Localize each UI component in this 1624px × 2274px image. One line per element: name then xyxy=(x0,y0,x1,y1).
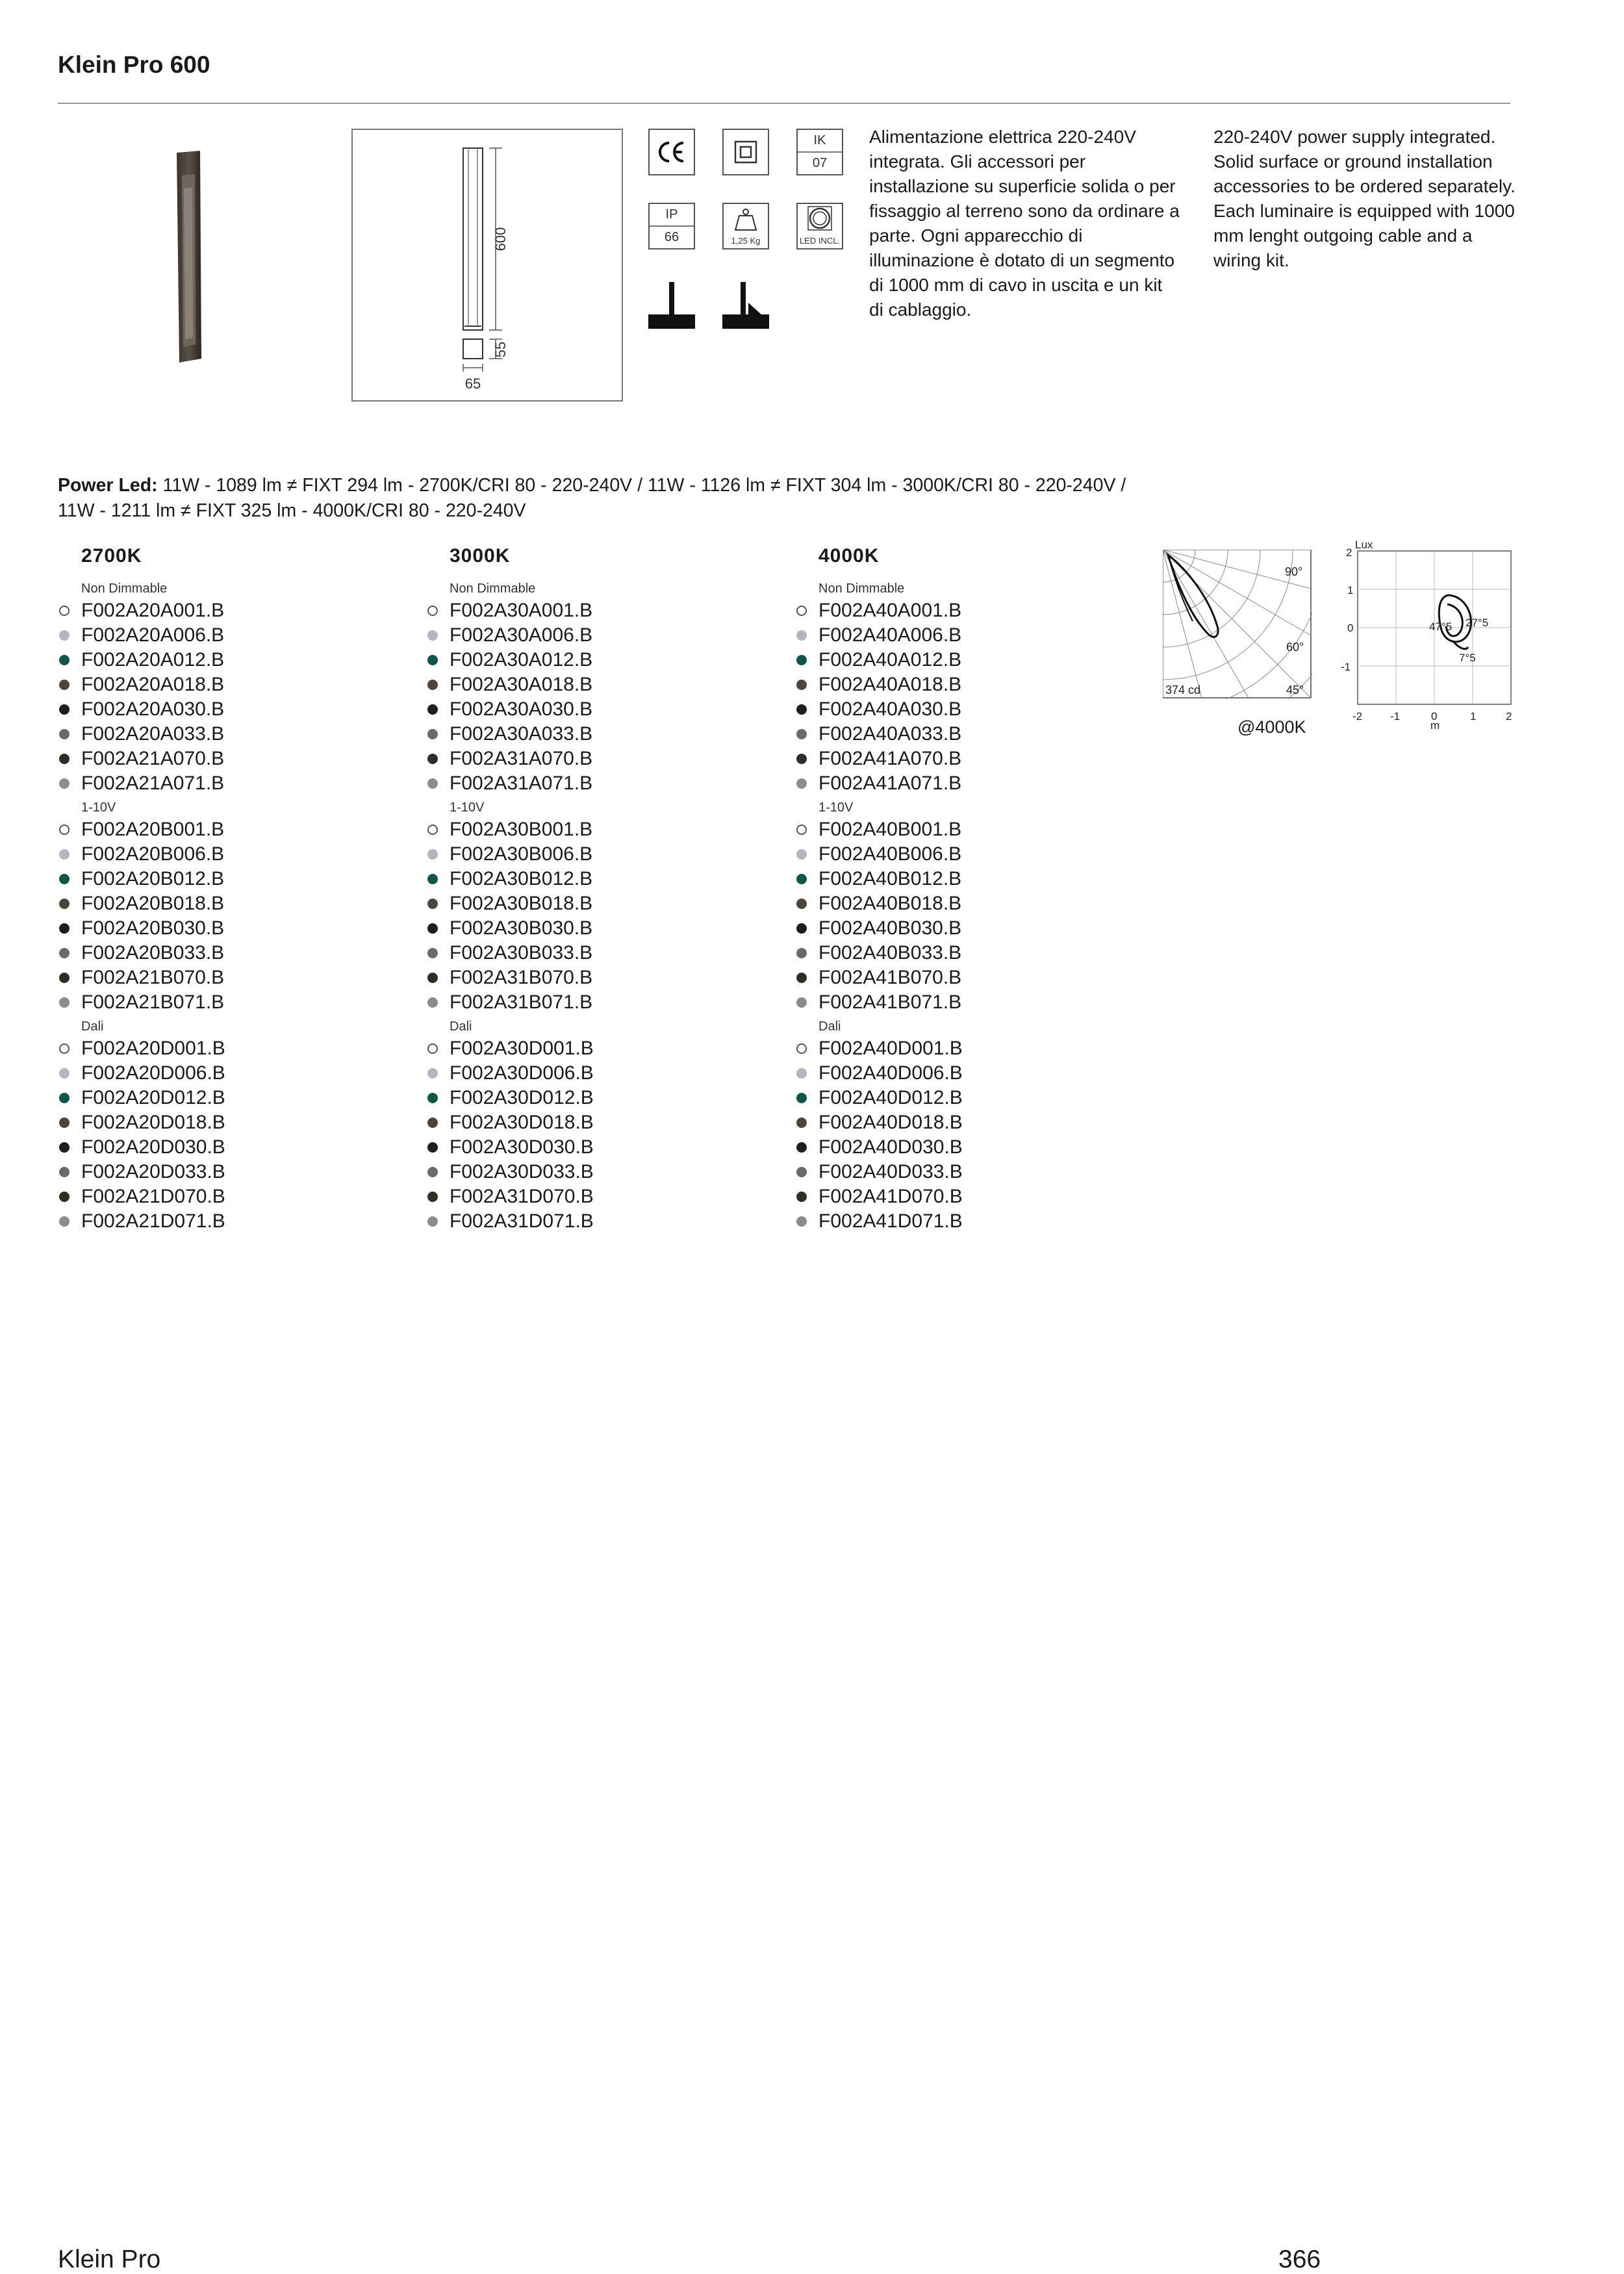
lux-angle-c: 7°5 xyxy=(1459,652,1476,664)
lux-xtick-2: 2 xyxy=(1506,710,1512,722)
product-code-row xyxy=(795,965,1146,990)
finish-color-dot xyxy=(796,1142,807,1153)
product-code-row xyxy=(426,747,777,771)
finish-color-dot xyxy=(427,849,438,860)
finish-color-dot xyxy=(796,1043,807,1054)
finish-color-dot xyxy=(796,704,807,715)
finish-color-dot xyxy=(59,1216,70,1227)
finish-color-dot xyxy=(59,729,70,739)
dimension-width-label: 65 xyxy=(464,376,481,392)
finish-color-dot xyxy=(59,874,70,884)
product-code-row xyxy=(426,891,777,916)
finish-color-dot xyxy=(796,778,807,789)
product-code-row xyxy=(426,842,777,867)
title-divider xyxy=(58,103,1510,104)
product-code-row xyxy=(795,1135,1146,1160)
led-included-label: LED INCL. xyxy=(799,236,841,246)
product-code: F002A21B070.B xyxy=(81,967,225,988)
product-code-row xyxy=(58,648,409,672)
product-code: F002A31B071.B xyxy=(450,991,593,1013)
product-code-row xyxy=(426,941,777,965)
lux-ytick-0: 0 xyxy=(1347,622,1354,634)
product-code-row xyxy=(795,1110,1146,1135)
product-code: F002A20A006.B xyxy=(81,624,225,646)
lux-xtick-neg2: -2 xyxy=(1352,710,1363,722)
finish-color-dot xyxy=(796,923,807,934)
product-code: F002A30A012.B xyxy=(450,649,593,671)
weight-value: 1,25 Kg xyxy=(731,236,761,246)
ip-value: 66 xyxy=(664,230,679,244)
finish-color-dot xyxy=(59,1043,70,1054)
polar-light-distribution-chart xyxy=(1163,550,1312,699)
lux-ytick-neg1: -1 xyxy=(1341,661,1351,673)
product-code: F002A40D018.B xyxy=(818,1112,963,1133)
finish-color-dot xyxy=(796,849,807,860)
dimension-drawing xyxy=(351,129,623,402)
finish-color-dot xyxy=(59,655,70,665)
product-code-row xyxy=(426,817,777,842)
product-code-row xyxy=(58,1184,409,1209)
illuminance-chart xyxy=(1338,537,1520,732)
driver-type-label: Dali xyxy=(818,1019,841,1034)
product-code-row xyxy=(426,1160,777,1184)
product-code: F002A41D071.B xyxy=(818,1210,963,1232)
product-code: F002A30B030.B xyxy=(450,917,593,939)
product-code-row xyxy=(58,1036,409,1061)
finish-color-dot xyxy=(427,1043,438,1054)
finish-color-dot xyxy=(427,1216,438,1227)
product-code-row xyxy=(58,722,409,747)
product-code-row xyxy=(58,771,409,796)
product-code-row xyxy=(426,990,777,1015)
product-code: F002A30D001.B xyxy=(450,1038,594,1059)
product-column-2700k xyxy=(58,543,409,1234)
finish-color-dot xyxy=(59,824,70,835)
product-code: F002A41A071.B xyxy=(818,773,962,794)
product-code-row xyxy=(795,672,1146,697)
finish-color-dot xyxy=(59,948,70,958)
product-code: F002A30D012.B xyxy=(450,1087,594,1108)
ground-install-icon xyxy=(722,277,769,324)
product-code-row xyxy=(795,771,1146,796)
product-code: F002A21B071.B xyxy=(81,991,225,1013)
product-code: F002A30B001.B xyxy=(450,819,593,840)
product-code: F002A40A030.B xyxy=(818,698,962,720)
product-code: F002A40D033.B xyxy=(818,1161,963,1182)
finish-color-dot xyxy=(427,655,438,665)
product-code: F002A20A001.B xyxy=(81,600,225,621)
product-code-row xyxy=(426,1086,777,1110)
finish-color-dot xyxy=(427,874,438,884)
product-code: F002A20B006.B xyxy=(81,843,225,865)
driver-type-label: 1-10V xyxy=(81,800,116,815)
product-code-row xyxy=(58,598,409,623)
finish-color-dot xyxy=(427,729,438,739)
finish-color-dot xyxy=(427,824,438,835)
finish-color-dot xyxy=(59,1192,70,1202)
finish-color-dot xyxy=(796,655,807,665)
product-code-row xyxy=(426,1135,777,1160)
product-code-row xyxy=(426,1036,777,1061)
led-included-icon xyxy=(796,203,843,249)
product-code: F002A40D030.B xyxy=(818,1136,963,1158)
lux-xtick-neg1: -1 xyxy=(1390,710,1401,722)
product-code: F002A40D006.B xyxy=(818,1062,963,1084)
ik-rating-badge xyxy=(796,129,843,175)
polar-angle-90: 90° xyxy=(1285,565,1303,578)
product-code: F002A40A033.B xyxy=(818,723,962,745)
column-heading: 3000K xyxy=(450,545,511,567)
product-code-row xyxy=(426,722,777,747)
product-code: F002A31A071.B xyxy=(450,773,593,794)
driver-type-label: Dali xyxy=(450,1019,472,1034)
product-code: F002A21A071.B xyxy=(81,773,225,794)
ik-value: 07 xyxy=(812,156,828,170)
product-code-row xyxy=(795,817,1146,842)
finish-color-dot xyxy=(796,1192,807,1202)
product-code: F002A20B033.B xyxy=(81,942,225,964)
product-code: F002A20B030.B xyxy=(81,917,225,939)
finish-color-dot xyxy=(796,754,807,764)
product-code-row xyxy=(795,1209,1146,1234)
product-code-row xyxy=(426,916,777,941)
finish-color-dot xyxy=(59,973,70,983)
finish-color-dot xyxy=(427,899,438,909)
lux-x-unit: m xyxy=(1430,719,1440,732)
product-code: F002A40B006.B xyxy=(818,843,962,865)
product-code-row xyxy=(795,941,1146,965)
finish-color-dot xyxy=(59,606,70,616)
page-title: Klein Pro 600 xyxy=(58,51,210,78)
finish-color-dot xyxy=(59,754,70,764)
finish-color-dot xyxy=(427,923,438,934)
product-code: F002A20A012.B xyxy=(81,649,225,671)
product-code: F002A30B033.B xyxy=(450,942,593,964)
product-code: F002A30A033.B xyxy=(450,723,593,745)
ik-label: IK xyxy=(798,130,842,153)
finish-color-dot xyxy=(427,630,438,641)
product-code: F002A40A012.B xyxy=(818,649,962,671)
finish-color-dot xyxy=(796,1216,807,1227)
product-code-row xyxy=(426,1110,777,1135)
product-code-row xyxy=(426,598,777,623)
product-code: F002A41B070.B xyxy=(818,967,962,988)
product-code-row xyxy=(426,867,777,891)
footer-family-name: Klein Pro xyxy=(58,2245,161,2273)
finish-color-dot xyxy=(796,1093,807,1103)
product-code: F002A30D018.B xyxy=(450,1112,594,1133)
finish-color-dot xyxy=(796,899,807,909)
product-code-row xyxy=(795,891,1146,916)
product-code-row xyxy=(426,965,777,990)
product-code: F002A40A001.B xyxy=(818,600,962,621)
product-code-row xyxy=(795,1160,1146,1184)
product-code: F002A30B018.B xyxy=(450,893,593,914)
product-code-row xyxy=(795,990,1146,1015)
product-code-row xyxy=(426,697,777,722)
ip-label: IP xyxy=(650,204,694,227)
product-code-row xyxy=(795,598,1146,623)
product-code: F002A20D012.B xyxy=(81,1087,225,1108)
finish-color-dot xyxy=(427,1118,438,1128)
product-code: F002A20B018.B xyxy=(81,893,225,914)
finish-color-dot xyxy=(427,1093,438,1103)
finish-color-dot xyxy=(427,973,438,983)
finish-color-dot xyxy=(427,680,438,690)
finish-color-dot xyxy=(796,729,807,739)
lux-ytick-2: 2 xyxy=(1346,546,1352,559)
product-code: F002A40B001.B xyxy=(818,819,962,840)
product-code: F002A31A070.B xyxy=(450,748,593,769)
product-code: F002A40A006.B xyxy=(818,624,962,646)
finish-color-dot xyxy=(59,1142,70,1153)
product-code-row xyxy=(58,842,409,867)
product-code-row xyxy=(58,965,409,990)
product-code-row xyxy=(795,1061,1146,1086)
product-code: F002A30B012.B xyxy=(450,868,593,889)
product-code: F002A30D033.B xyxy=(450,1161,594,1182)
power-led-label: Power Led: xyxy=(58,475,158,496)
page-number: 366 xyxy=(1278,2245,1321,2273)
finish-color-dot xyxy=(796,997,807,1008)
finish-color-dot xyxy=(59,778,70,789)
product-code: F002A40B033.B xyxy=(818,942,962,964)
finish-color-dot xyxy=(427,704,438,715)
product-code: F002A31B070.B xyxy=(450,967,593,988)
product-code-row xyxy=(426,623,777,648)
product-code: F002A20B012.B xyxy=(81,868,225,889)
product-column-3000k xyxy=(426,543,777,1234)
product-code: F002A20A030.B xyxy=(81,698,225,720)
finish-color-dot xyxy=(427,754,438,764)
product-code: F002A30A030.B xyxy=(450,698,593,720)
description-english-cable: Each luminaire is equipped with 1000 mm lenght outgoing cable and a wiring kit. xyxy=(1213,201,1515,270)
dimension-height-label: 600 xyxy=(492,227,509,251)
product-code-row xyxy=(795,842,1146,867)
product-code-row xyxy=(58,1086,409,1110)
product-code-row xyxy=(795,1036,1146,1061)
finish-color-dot xyxy=(796,1167,807,1177)
finish-color-dot xyxy=(59,630,70,641)
polar-angle-60: 60° xyxy=(1286,641,1304,654)
driver-type-label: Non Dimmable xyxy=(81,581,168,596)
product-code-row xyxy=(58,990,409,1015)
power-led-line-2: 11W - 1211 lm ≠ FIXT 325 lm - 4000K/CRI 80 - 220-240V xyxy=(58,500,526,521)
product-code: F002A21D071.B xyxy=(81,1210,225,1232)
finish-color-dot xyxy=(59,923,70,934)
product-code: F002A20D030.B xyxy=(81,1136,225,1158)
power-led-specs xyxy=(58,473,1448,524)
product-code: F002A31D071.B xyxy=(450,1210,594,1232)
product-code-row xyxy=(58,1061,409,1086)
lux-xtick-0: 0 xyxy=(1431,710,1438,722)
product-code: F002A21A070.B xyxy=(81,748,225,769)
product-code-row xyxy=(795,697,1146,722)
finish-color-dot xyxy=(427,1167,438,1177)
finish-color-dot xyxy=(427,778,438,789)
finish-color-dot xyxy=(59,1167,70,1177)
product-code: F002A41D070.B xyxy=(818,1186,963,1207)
product-code-row xyxy=(795,722,1146,747)
product-code-row xyxy=(795,1184,1146,1209)
description-italian: Alimentazione elettrica 220-240V integrata. Gli accessori per installazione su superficie solida o per fissaggio al terreno sono da ordinare a parte. Ogni apparecchio di illuminazione è dotato di un segmento di 1000 mm di cavo in uscita e un kit di cablaggio. xyxy=(869,127,1180,320)
product-code: F002A20B001.B xyxy=(81,819,225,840)
finish-color-dot xyxy=(796,824,807,835)
lux-ytick-1: 1 xyxy=(1347,584,1354,596)
product-code-row xyxy=(795,747,1146,771)
finish-color-dot xyxy=(59,997,70,1008)
product-code-row xyxy=(58,1160,409,1184)
lux-angle-b: 27°5 xyxy=(1465,617,1489,629)
product-code-row xyxy=(795,916,1146,941)
polar-intensity: 374 cd xyxy=(1165,683,1201,696)
finish-color-dot xyxy=(796,1068,807,1079)
finish-color-dot xyxy=(59,899,70,909)
finish-color-dot xyxy=(59,849,70,860)
power-led-line-1: 11W - 1089 lm ≠ FIXT 294 lm - 2700K/CRI 80 - 220-240V / 11W - 1126 lm ≠ FIXT 304 lm - 3000K/CRI 80 - 220-240V / xyxy=(162,475,1126,496)
product-code-row xyxy=(795,648,1146,672)
product-code-row xyxy=(426,1209,777,1234)
product-code: F002A30D006.B xyxy=(450,1062,594,1084)
description-english xyxy=(1213,125,1519,273)
column-heading: 4000K xyxy=(818,545,880,567)
finish-color-dot xyxy=(59,1118,70,1128)
weight-icon xyxy=(722,203,769,249)
finish-color-dot xyxy=(796,1118,807,1128)
driver-type-label: 1-10V xyxy=(818,800,854,815)
finish-color-dot xyxy=(427,1068,438,1079)
column-heading: 2700K xyxy=(81,545,142,567)
ip-rating-badge xyxy=(648,203,695,249)
product-code: F002A41B071.B xyxy=(818,991,962,1013)
product-code: F002A40B018.B xyxy=(818,893,962,914)
product-photo xyxy=(162,149,214,364)
product-code: F002A20D006.B xyxy=(81,1062,225,1084)
finish-color-dot xyxy=(796,973,807,983)
finish-color-dot xyxy=(59,1093,70,1103)
polar-chart-label: @4000K xyxy=(1237,717,1306,737)
finish-color-dot xyxy=(59,704,70,715)
product-code-row xyxy=(426,648,777,672)
product-column-4000k xyxy=(795,543,1146,1234)
finish-color-dot xyxy=(796,606,807,616)
product-code: F002A30A006.B xyxy=(450,624,593,646)
lux-angle-a: 47°5 xyxy=(1429,620,1453,633)
dimension-base-label: 55 xyxy=(492,341,509,358)
ce-mark-icon xyxy=(648,129,695,175)
product-code: F002A40A018.B xyxy=(818,674,962,695)
product-code-row xyxy=(58,891,409,916)
product-code: F002A40B012.B xyxy=(818,868,962,889)
product-code-row xyxy=(58,747,409,771)
driver-type-label: 1-10V xyxy=(450,800,485,815)
product-code-row xyxy=(426,672,777,697)
product-code-row xyxy=(426,771,777,796)
product-code: F002A40D001.B xyxy=(818,1038,963,1059)
product-code: F002A20A033.B xyxy=(81,723,225,745)
polar-angle-45: 45° xyxy=(1286,683,1304,696)
driver-type-label: Non Dimmable xyxy=(818,581,905,596)
surface-install-icon xyxy=(648,277,695,324)
finish-color-dot xyxy=(427,606,438,616)
finish-color-dot xyxy=(796,948,807,958)
lux-xtick-1: 1 xyxy=(1470,710,1477,722)
finish-color-dot xyxy=(796,630,807,641)
product-code-row xyxy=(58,697,409,722)
product-code-row xyxy=(795,1086,1146,1110)
product-code: F002A41A070.B xyxy=(818,748,962,769)
product-code-row xyxy=(58,867,409,891)
product-code: F002A40D012.B xyxy=(818,1087,963,1108)
description-english-power: 220-240V power supply integrated. Solid surface or ground installation accessories to be ordered separately. xyxy=(1213,127,1516,196)
double-insulation-icon xyxy=(722,129,769,175)
finish-color-dot xyxy=(427,997,438,1008)
finish-color-dot xyxy=(796,680,807,690)
driver-type-label: Dali xyxy=(81,1019,104,1034)
product-code-row xyxy=(58,817,409,842)
product-code-row xyxy=(426,1184,777,1209)
finish-color-dot xyxy=(427,1142,438,1153)
lux-axis-label: Lux xyxy=(1355,539,1373,551)
finish-color-dot xyxy=(59,1068,70,1079)
product-code-row xyxy=(58,1135,409,1160)
product-code: F002A20D033.B xyxy=(81,1161,225,1182)
finish-color-dot xyxy=(59,680,70,690)
product-code: F002A20A018.B xyxy=(81,674,225,695)
product-code-row xyxy=(795,867,1146,891)
product-code-row xyxy=(58,623,409,648)
product-code: F002A30D030.B xyxy=(450,1136,594,1158)
product-code: F002A40B030.B xyxy=(818,917,962,939)
product-code-row xyxy=(58,672,409,697)
product-code: F002A20D001.B xyxy=(81,1038,225,1059)
product-code: F002A30A018.B xyxy=(450,674,593,695)
product-code-row xyxy=(58,916,409,941)
finish-color-dot xyxy=(796,874,807,884)
product-code-row xyxy=(58,1209,409,1234)
product-code: F002A20D018.B xyxy=(81,1112,225,1133)
product-code: F002A30A001.B xyxy=(450,600,593,621)
finish-color-dot xyxy=(427,1192,438,1202)
product-code: F002A30B006.B xyxy=(450,843,593,865)
product-code-row xyxy=(795,623,1146,648)
finish-color-dot xyxy=(427,948,438,958)
product-code-row xyxy=(58,1110,409,1135)
driver-type-label: Non Dimmable xyxy=(450,581,536,596)
product-code: F002A21D070.B xyxy=(81,1186,225,1207)
product-code-row xyxy=(426,1061,777,1086)
product-code: F002A31D070.B xyxy=(450,1186,594,1207)
product-code-row xyxy=(58,941,409,965)
